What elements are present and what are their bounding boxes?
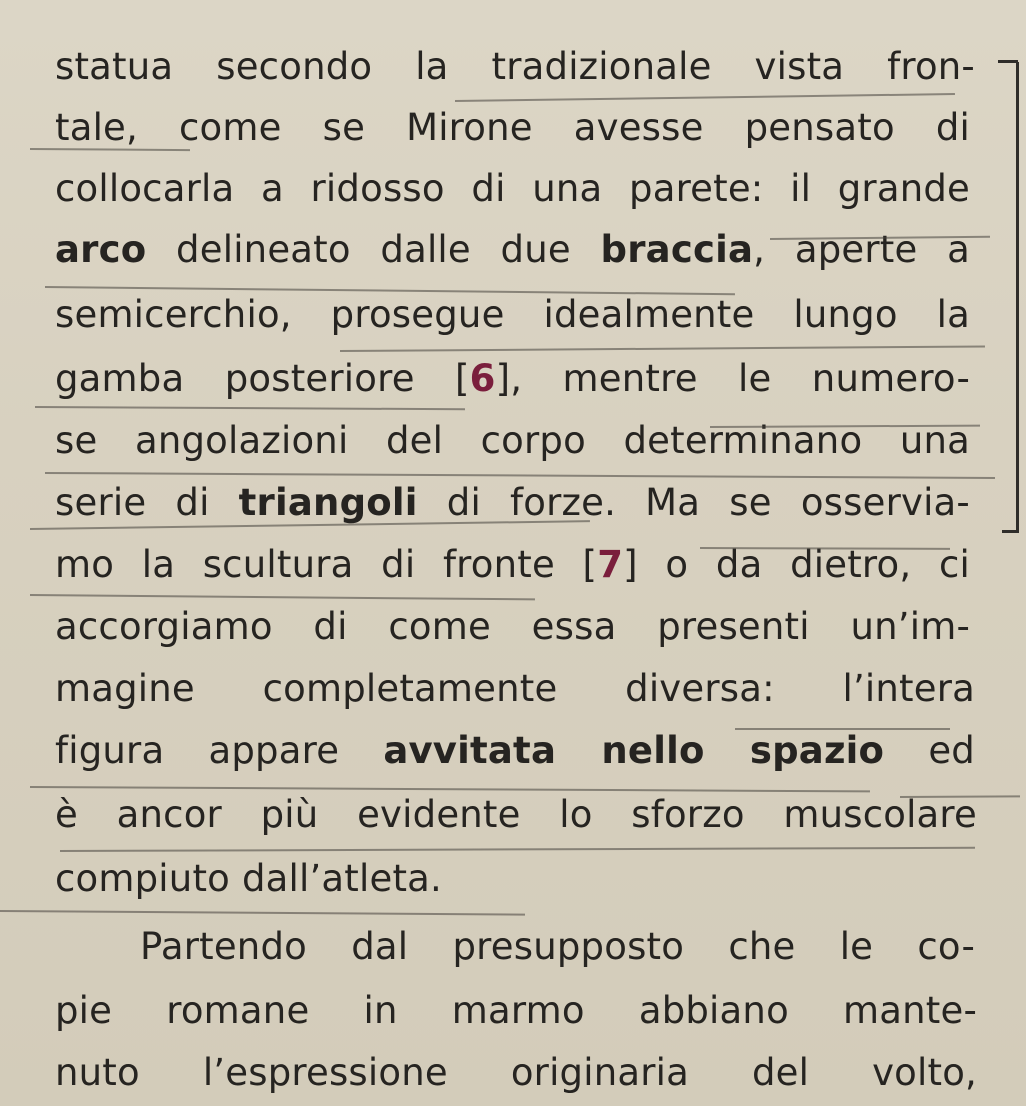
text-fragment: serie di <box>55 481 239 524</box>
text-fragment: gamba posteriore [ <box>55 357 470 400</box>
text-fragment: mo la scultura di fronte [ <box>55 543 598 586</box>
pencil-underline <box>30 594 535 600</box>
text-line-16: pie romane in marmo abbiano mante- <box>55 989 977 1032</box>
text-line-17: nuto l’espressione originaria del volto, <box>55 1051 977 1094</box>
text-line-11: magine completamente diversa: l’intera <box>55 667 975 710</box>
pencil-underline <box>0 910 525 916</box>
text-line-14: compiuto dall’atleta. <box>55 857 442 900</box>
margin-bracket <box>1016 62 1019 532</box>
text-line-4 <box>55 227 970 273</box>
text-fragment: ed <box>884 729 975 772</box>
pencil-underline <box>45 472 995 479</box>
figure-reference-7: 7 <box>597 543 624 586</box>
text-line-8 <box>55 480 970 526</box>
text-line-12 <box>55 728 975 774</box>
pencil-underline <box>35 406 465 410</box>
text-line-15: Partendo dal presupposto che le co- <box>140 925 975 968</box>
text-line-2: tale, come se Mirone avesse pensato di <box>55 106 970 149</box>
pencil-underline <box>900 795 1020 798</box>
text-line-10: accorgiamo di come essa presenti un’im- <box>55 605 970 648</box>
text-fragment: delineato dalle due <box>146 228 601 271</box>
margin-bracket-top <box>998 60 1018 63</box>
text-line-5: semicerchio, prosegue idealmente lungo la <box>55 293 970 336</box>
key-term-arco: arco <box>55 228 147 271</box>
text-fragment: , aperte a <box>753 228 970 271</box>
text-line-13: è ancor più evidente lo sforzo muscolare <box>55 793 977 836</box>
pencil-underline <box>60 847 975 852</box>
text-fragment: di forze. Ma se osservia- <box>417 481 970 524</box>
key-term-avvitata: avvitata nello spazio <box>383 729 885 772</box>
pencil-underline <box>340 345 985 352</box>
text-line-3: collocarla a ridosso di una parete: il grande <box>55 167 970 210</box>
key-term-triangoli: triangoli <box>238 481 418 524</box>
text-fragment: ], mentre le numero- <box>495 357 970 400</box>
pencil-underline <box>735 728 950 730</box>
figure-reference-6: 6 <box>469 357 496 400</box>
text-line-7: se angolazioni del corpo determinano una <box>55 419 970 462</box>
text-line-1: statua secondo la tradizionale vista fron- <box>55 45 975 88</box>
text-fragment: ] o da dietro, ci <box>623 543 970 586</box>
pencil-underline <box>455 93 955 102</box>
text-line-6 <box>55 356 970 402</box>
key-term-braccia: braccia <box>600 228 754 271</box>
margin-bracket-bottom <box>1002 530 1019 533</box>
text-fragment: figura appare <box>55 729 384 772</box>
